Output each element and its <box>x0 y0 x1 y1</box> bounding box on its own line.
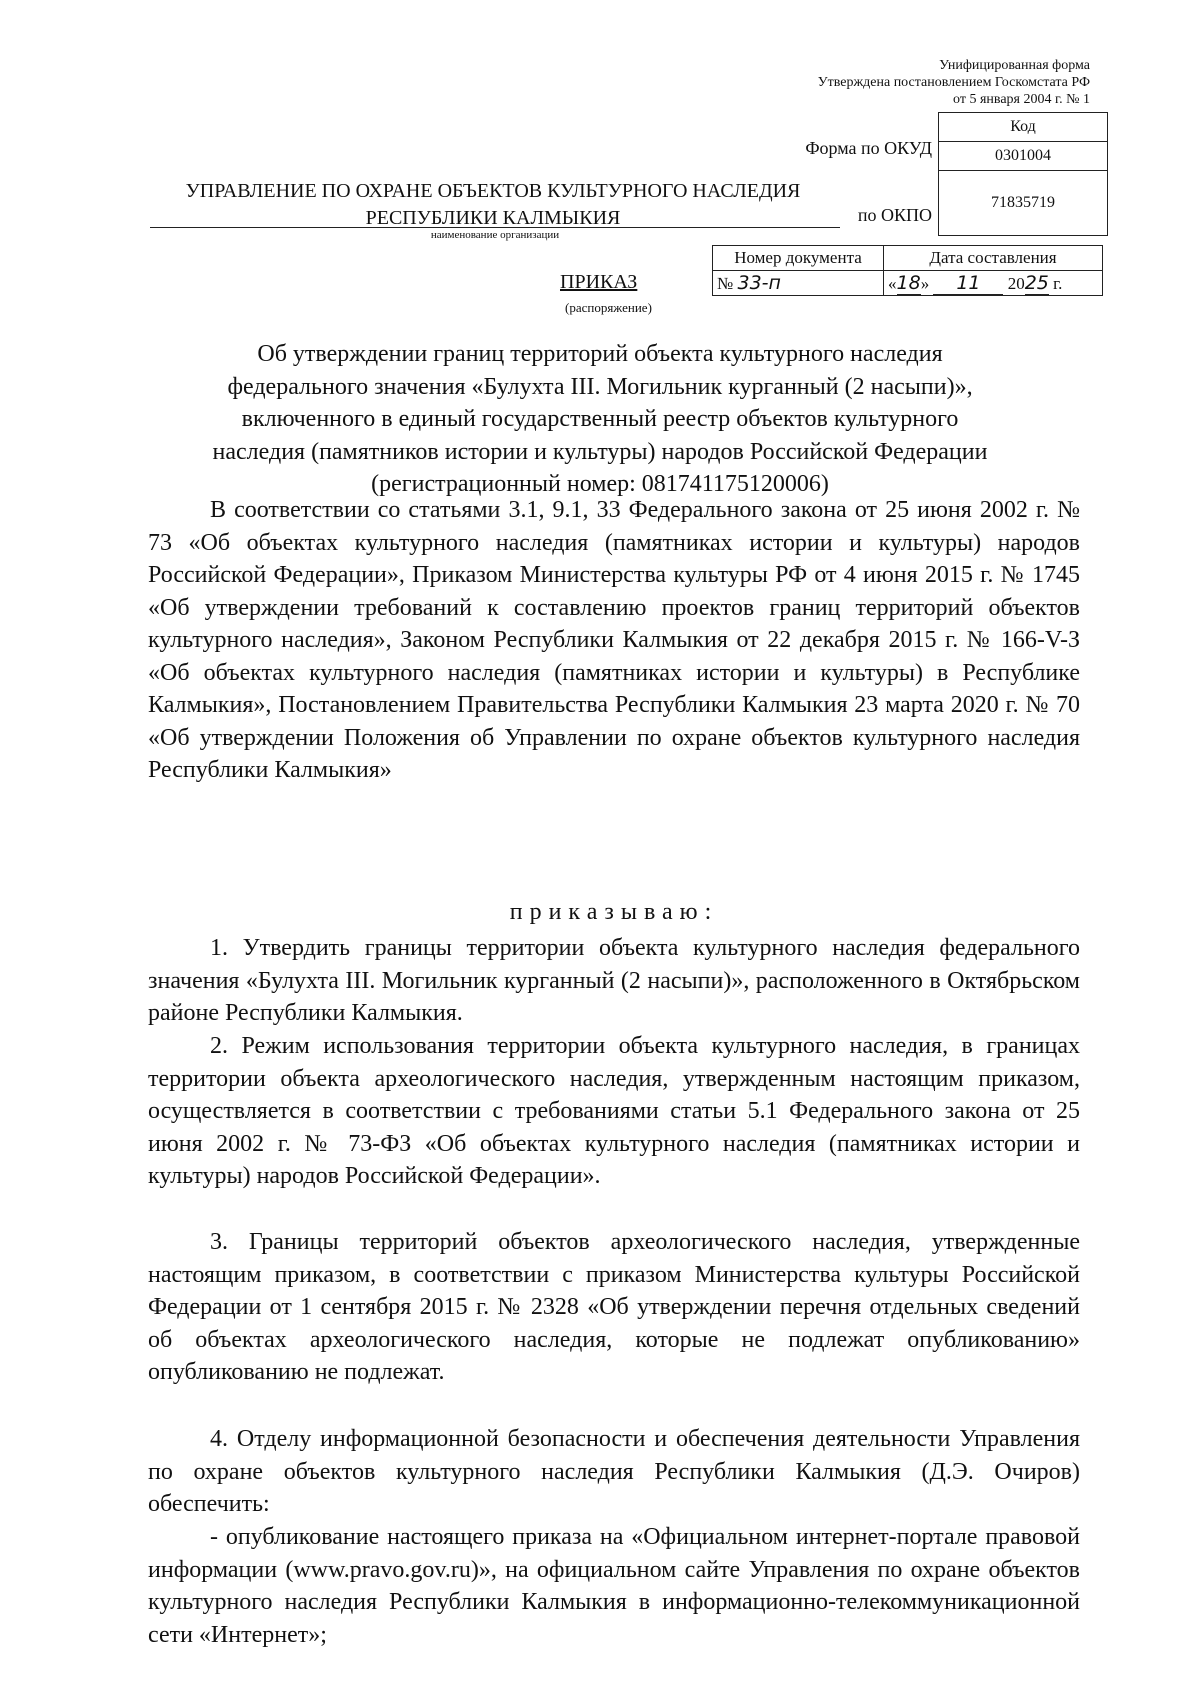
document-type: ПРИКАЗ <box>560 271 638 293</box>
title-line: Об утверждении границ территорий объекта культурного наследия <box>257 341 943 367</box>
codes-header: Код <box>939 113 1108 142</box>
date-year-prefix: 20 <box>1007 273 1025 293</box>
organization-name <box>148 178 838 232</box>
organization-caption: наименование организации <box>430 229 560 241</box>
form-note-line: Унифицированная форма <box>939 58 1090 73</box>
document-title <box>130 338 1070 501</box>
document-date <box>884 271 1103 296</box>
date-close-quote: » <box>920 273 930 293</box>
item-2-paragraph: 2. Режим использования территории объекта культурного наследия, в границах территории объекта археологического наследия, утвержденным настоящим приказом, осуществляется в соответствии с требованиями статьи 5.1 Федерального закона от 25 июня 2002 г. № 73-ФЗ «Об объектах культурного наследия (памятниках истории и культуры) народов Российской Федерации». <box>148 1033 1080 1189</box>
document-number <box>713 271 884 296</box>
okud-label: Форма по ОКУД <box>805 138 932 158</box>
item-4-paragraph: 4. Отделу информационной безопасности и обеспечения деятельности Управления по охране объектов культурного наследия Республики Калмыкия (Д.Э. Очиров) обеспечить: <box>148 1426 1080 1517</box>
item-1-paragraph: 1. Утвердить границы территории объекта культурного наследия федерального значения «Булухта III. Могильник курганный (2 насыпи)», расположенного в Октябрьском районе Республики Калмыкия. <box>148 935 1080 1026</box>
organization-line: УПРАВЛЕНИЕ ПО ОХРАНЕ ОБЪЕКТОВ КУЛЬТУРНОГО НАСЛЕДИЯ <box>185 180 801 202</box>
form-approval-note <box>818 57 1090 108</box>
okud-value: 0301004 <box>939 142 1108 171</box>
okpo-value: 71835719 <box>939 171 1108 236</box>
item-3-paragraph: 3. Границы территорий объектов археологического наследия, утвержденные настоящим приказом, в соответствии с приказом Министерства культуры Российской Федерации от 1 сентября 2015 г. № 2328 «Об утверждении перечня отдельных сведений об объектах археологического наследия, которые не подлежат опубликованию» опубликованию не подлежат. <box>148 1229 1080 1385</box>
title-line: (регистрационный номер: 081741175120006) <box>371 471 829 497</box>
title-line: включенного в единый государственный реестр объектов культурного <box>241 406 959 432</box>
order-word: приказываю: <box>509 899 719 925</box>
okpo-label: по ОКПО <box>857 205 932 225</box>
document-type-sub: (распоряжение) <box>565 300 652 315</box>
organization-line: РЕСПУБЛИКИ КАЛМЫКИЯ <box>365 207 621 229</box>
date-month: 11 <box>933 272 1003 295</box>
document-number-date-table <box>712 245 1103 296</box>
number-value: 33-п <box>737 272 781 294</box>
date-open-quote: « <box>888 273 897 293</box>
title-line: наследия (памятников истории и культуры) народов Российской Федерации <box>212 438 988 465</box>
preamble-paragraph: В соответствии со статьями 3.1, 9.1, 33 Федерального закона от 25 июня 2002 г. № 73 «Об объектах культурного наследия (памятниках истории и культуры) народов Российской Федерации», Приказом Министерства культуры РФ от 4 июня 2015 г. № 1745 «Об утверждении требований к составлению проектов границ территорий объектов культурного наследия», Законом Республики Калмыкия от 22 декабря 2015 г. № 166-V-З «Об объектах культурного наследия (памятниках истории и культуры) в Республике Калмыкия», Постановлением Правительства Республики Калмыкия 23 марта 2020 г. № 70 «Об утверждении Положения об Управлении по охране объектов культурного наследия Республики Калмыкия» <box>148 497 1080 783</box>
number-prefix: № <box>717 274 734 293</box>
date-unit: г. <box>1053 273 1063 293</box>
title-line: федерального значения «Булухта III. Могильник курганный (2 насыпи)», <box>227 373 973 400</box>
item-4-subitem-paragraph: - опубликование настоящего приказа на «Официальном интернет-портале правовой информации (www.pravo.gov.ru)», на официальном сайте Управления по охране объектов культурного наследия Республики Калмыкия в информационно-телекоммуникационной сети «Интернет»; <box>148 1524 1080 1648</box>
form-note-line: Утверждена постановлением Госкомстата РФ <box>817 75 1090 90</box>
codes-table <box>938 112 1108 236</box>
date-day: 18 <box>896 271 921 294</box>
date-header: Дата составления <box>884 246 1103 271</box>
date-year-suffix: 25 <box>1024 271 1049 294</box>
form-note-line: от 5 января 2004 г. № 1 <box>953 92 1090 107</box>
organization-underline <box>150 227 840 228</box>
number-header: Номер документа <box>713 246 884 271</box>
